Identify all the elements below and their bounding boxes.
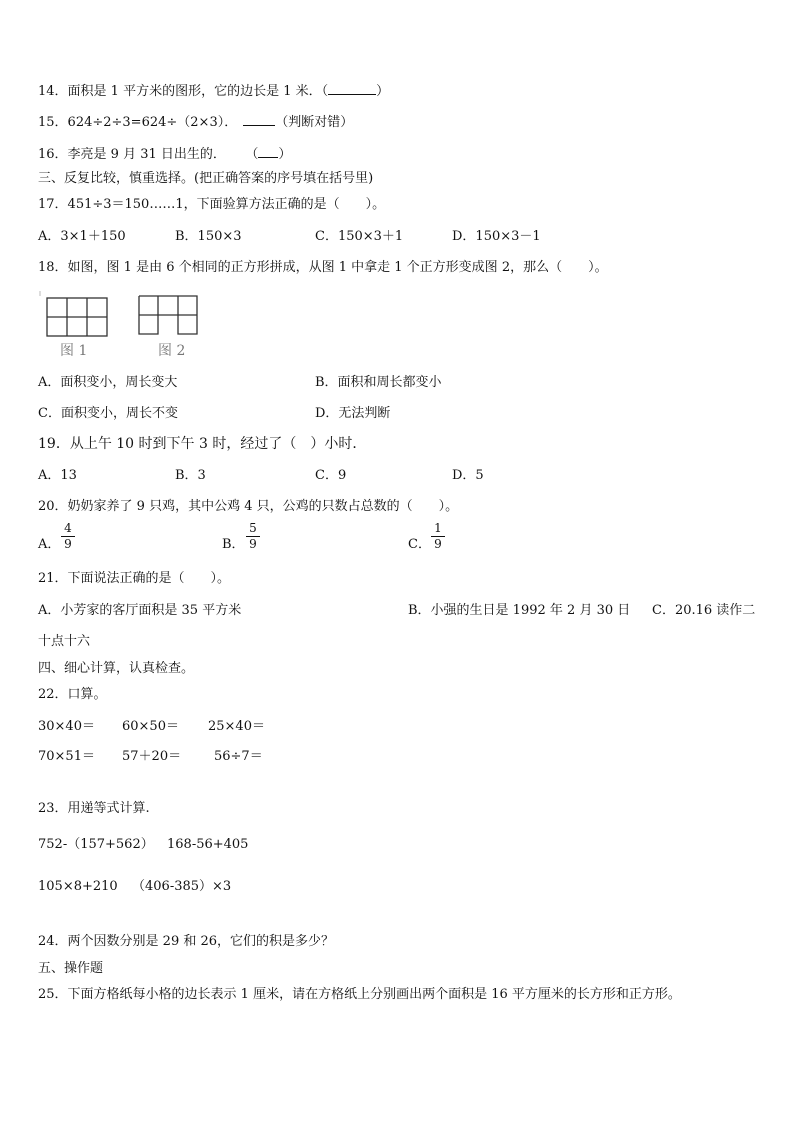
q18-option-c[interactable]: C．面积变小，周长不变 (38, 406, 178, 421)
q23-item: （406-385）×3 (132, 879, 232, 894)
q20-option-c[interactable]: C． (408, 537, 431, 552)
q22-item: 56÷7＝ (214, 749, 263, 764)
figure-2 (139, 296, 197, 334)
answer-blank[interactable] (258, 146, 278, 158)
q20-option-b-fraction: 5 9 (246, 522, 260, 551)
question-24-text: 24．两个因数分别是 29 和 26，它们的积是多少？ (38, 934, 335, 949)
q18-option-d[interactable]: D．无法判断 (315, 406, 391, 421)
q19-option-b[interactable]: B．3 (175, 468, 206, 483)
q20-option-b[interactable]: B． (222, 537, 245, 552)
q18-option-b[interactable]: B．面积和周长都变小 (315, 375, 442, 390)
section-5-heading: 五、操作题 (38, 961, 104, 976)
q22-item: 25×40＝ (208, 719, 265, 734)
question-17-text: 17．451÷3＝150……1，下面验算方法正确的是（ ）。 (38, 197, 386, 212)
q19-option-d[interactable]: D．5 (452, 468, 484, 483)
q22-item: 57＋20＝ (122, 749, 182, 764)
q21-option-c-continued: 十点十六 (38, 634, 91, 649)
answer-blank[interactable] (328, 83, 376, 95)
answer-blank[interactable] (243, 114, 275, 126)
q22-item: 60×50＝ (122, 719, 179, 734)
figure-1 (47, 298, 107, 336)
question-22-text: 22．口算。 (38, 687, 107, 702)
q20-option-c-fraction: 1 9 (431, 522, 445, 551)
q18-option-a[interactable]: A．面积变小，周长变大 (38, 375, 178, 390)
section-4-heading: 四、细心计算，认真检查。 (38, 661, 195, 676)
question-18-text: 18．如图，图 1 是由 6 个相同的正方形拼成，从图 1 中拿走 1 个正方形变成图 2，那么（ ）。 (38, 260, 608, 275)
question-23-text: 23．用递等式计算. (38, 801, 150, 816)
q23-item: 752-（157+562） (38, 837, 154, 852)
question-14-text: 14．面积是 1 平方米的图形，它的边长是 1 米．（ (38, 84, 329, 99)
section-3-heading: 三、反复比较，慎重选择。(把正确答案的序号填在括号里) (38, 171, 374, 186)
question-25-text: 25．下面方格纸每小格的边长表示 1 厘米，请在方格纸上分别画出两个面积是 16 平方厘米的长方形和正方形。 (38, 987, 681, 1002)
q22-item: 30×40＝ (38, 719, 95, 734)
q20-option-a[interactable]: A． (38, 537, 61, 552)
question-16-text: 16．李亮是 9 月 31 日出生的． (38, 147, 226, 162)
question-21-text: 21．下面说法正确的是（ ）。 (38, 571, 231, 586)
q22-item: 70×51＝ (38, 749, 95, 764)
q17-option-d[interactable]: D．150×3－1 (452, 229, 541, 244)
q20-option-a-fraction: 4 9 (61, 522, 75, 551)
q21-option-c[interactable]: C．20.16 读作二 (652, 603, 756, 618)
q23-item: 105×8+210 (38, 879, 118, 894)
question-14: 14．面积是 1 平方米的图形，它的边长是 1 米．（ ） (38, 84, 390, 99)
figure-1-label: 图 1 (60, 343, 88, 359)
question-20-text: 20．奶奶家养了 9 只鸡，其中公鸡 4 只，公鸡的只数占总数的（ ）。 (38, 499, 459, 514)
q23-item: 168-56+405 (167, 837, 249, 852)
q21-option-b[interactable]: B．小强的生日是 1992 年 2 月 30 日 (408, 603, 631, 618)
question-15: 15．624÷2÷3=624÷（2×3）． （判断对错） (38, 115, 354, 130)
q17-option-c[interactable]: C．150×3＋1 (315, 229, 404, 244)
question-15-text: 15．624÷2÷3=624÷（2×3）． (38, 115, 238, 130)
q19-option-c[interactable]: C．9 (315, 468, 347, 483)
figure-2-label: 图 2 (158, 343, 186, 359)
question-19-text: 19．从上午 10 时到下午 3 时，经过了（ ）小时． (38, 436, 367, 452)
question-16: 16．李亮是 9 月 31 日出生的． （ ） (38, 147, 292, 162)
q17-option-b[interactable]: B．150×3 (175, 229, 242, 244)
q19-option-a[interactable]: A．13 (38, 468, 77, 483)
q21-option-a[interactable]: A．小芳家的客厅面积是 35 平方米 (38, 603, 242, 618)
q17-option-a[interactable]: A．3×1＋150 (38, 229, 126, 244)
